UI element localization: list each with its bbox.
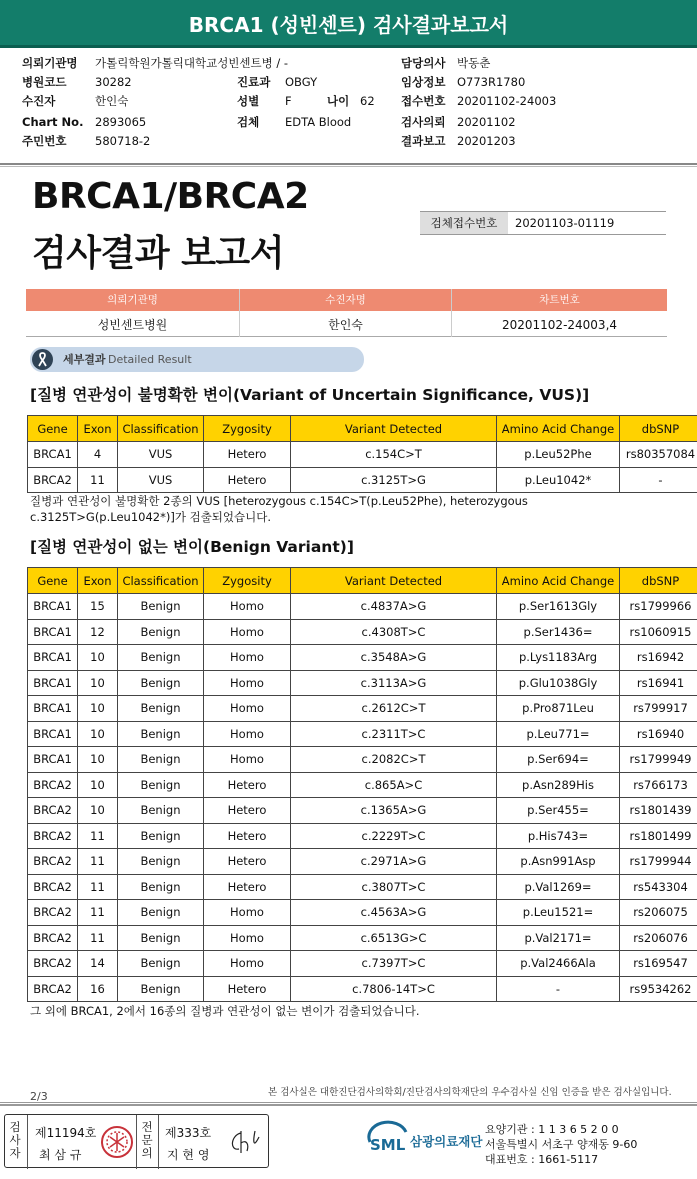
certification-note: 본 검사실은 대한진단검사의학회/진단검사의학재단의 우수검사실 신임 인증을 받은 검사실입니다.	[268, 1087, 672, 1098]
benign-cell: Hetero	[204, 849, 291, 875]
report-banner-title: BRCA1 (성빈센트) 검사결과보고서	[0, 0, 697, 48]
benign-cell: Hetero	[204, 874, 291, 900]
benign-cell: Homo	[204, 721, 291, 747]
benign-cell: BRCA1	[28, 747, 78, 773]
benign-cell: p.Val2171=	[497, 925, 620, 951]
benign-cell: BRCA2	[28, 900, 78, 926]
benign-header-cell: dbSNP	[620, 568, 697, 594]
benign-cell: 10	[78, 721, 118, 747]
benign-cell: BRCA2	[28, 925, 78, 951]
benign-cell: Benign	[118, 900, 204, 926]
vus-cell: Hetero	[204, 467, 291, 493]
benign-row	[28, 645, 697, 671]
benign-cell: Homo	[204, 594, 291, 620]
benign-cell: p.Ser1613Gly	[497, 594, 620, 620]
vus-header-cell: Classification	[118, 416, 204, 442]
benign-cell: p.Ser694=	[497, 747, 620, 773]
vus-header-cell: dbSNP	[620, 416, 697, 442]
benign-cell: -	[497, 976, 620, 1002]
benign-cell: c.4563A>G	[291, 900, 497, 926]
clinical-label: 임상정보	[401, 75, 446, 89]
benign-row	[28, 849, 697, 875]
signer-divider	[27, 1115, 28, 1169]
dept-value: OBGY	[285, 75, 318, 89]
benign-row	[28, 900, 697, 926]
benign-cell: rs1799949	[620, 747, 697, 773]
benign-cell: Benign	[118, 976, 204, 1002]
request-value: 20201102	[457, 115, 516, 129]
receipt-value: 20201102-24003	[457, 94, 557, 108]
benign-cell: p.Glu1038Gly	[497, 670, 620, 696]
benign-cell: BRCA2	[28, 798, 78, 824]
benign-row	[28, 747, 697, 773]
benign-cell: Benign	[118, 874, 204, 900]
benign-header-cell: Zygosity	[204, 568, 291, 594]
signer-divider	[158, 1115, 159, 1169]
vus-cell: 11	[78, 467, 118, 493]
benign-cell: Benign	[118, 798, 204, 824]
benign-cell: rs766173	[620, 772, 697, 798]
vus-header-row	[28, 416, 697, 442]
benign-cell: rs206076	[620, 925, 697, 951]
vus-header-cell: Amino Acid Change	[497, 416, 620, 442]
ribbon-icon	[32, 349, 53, 370]
benign-cell: Benign	[118, 747, 204, 773]
benign-row	[28, 874, 697, 900]
specimen-receipt-value: 20201103-01119	[515, 216, 615, 230]
benign-row	[28, 925, 697, 951]
age-value: 62	[360, 94, 375, 108]
patient-label: 수진자	[22, 94, 56, 108]
signer2-name: 지 현 영	[167, 1148, 210, 1162]
benign-cell: rs16941	[620, 670, 697, 696]
benign-cell: p.Leu771=	[497, 721, 620, 747]
summary-header-chart: 차트번호	[452, 289, 667, 311]
benign-cell: Benign	[118, 849, 204, 875]
bottom-divider	[0, 1102, 697, 1106]
benign-row	[28, 594, 697, 620]
benign-cell: Benign	[118, 670, 204, 696]
benign-cell: Hetero	[204, 798, 291, 824]
benign-header-row	[28, 568, 697, 594]
benign-cell: Homo	[204, 696, 291, 722]
benign-cell: rs16940	[620, 721, 697, 747]
benign-cell: Benign	[118, 619, 204, 645]
benign-cell: c.3113A>G	[291, 670, 497, 696]
benign-cell: Hetero	[204, 823, 291, 849]
benign-row	[28, 696, 697, 722]
benign-cell: c.4308T>C	[291, 619, 497, 645]
benign-cell: 12	[78, 619, 118, 645]
benign-cell: c.2612C>T	[291, 696, 497, 722]
benign-cell: c.2971A>G	[291, 849, 497, 875]
vus-header-cell: Zygosity	[204, 416, 291, 442]
benign-cell: Benign	[118, 594, 204, 620]
signer1-license: 제11194호	[35, 1126, 97, 1140]
benign-cell: p.Val1269=	[497, 874, 620, 900]
benign-cell: BRCA1	[28, 645, 78, 671]
benign-cell: BRCA1	[28, 696, 78, 722]
vus-cell: rs80357084	[620, 442, 697, 468]
benign-cell: Benign	[118, 645, 204, 671]
specimen-receipt-label: 검체접수번호	[420, 212, 508, 234]
signer-divider	[136, 1115, 137, 1169]
benign-cell: p.Ser455=	[497, 798, 620, 824]
vus-row	[28, 467, 697, 493]
signer1-role: 검사자	[9, 1120, 21, 1160]
summary-table	[26, 289, 667, 337]
benign-cell: BRCA2	[28, 976, 78, 1002]
top-divider	[0, 163, 697, 167]
benign-cell: p.Val2466Ala	[497, 951, 620, 977]
benign-cell: 11	[78, 849, 118, 875]
org-contact	[485, 1122, 637, 1167]
vus-table	[27, 415, 697, 493]
detailed-result-bar	[30, 347, 364, 372]
benign-cell: Homo	[204, 747, 291, 773]
benign-row	[28, 772, 697, 798]
sex-value: F	[285, 94, 292, 108]
report-title-line2: 검사결과 보고서	[32, 233, 284, 274]
benign-row	[28, 798, 697, 824]
org-phone: 대표번호 : 1661-5117	[485, 1153, 599, 1166]
benign-row	[28, 976, 697, 1002]
benign-cell: BRCA2	[28, 772, 78, 798]
report-date-label: 결과보고	[401, 134, 446, 148]
signer2-license: 제333호	[165, 1126, 212, 1140]
vus-section-title: [질병 연관성이 불명확한 변이(Variant of Uncertain Significance, VUS)]	[30, 386, 590, 404]
benign-cell: Homo	[204, 925, 291, 951]
benign-cell: p.Asn991Asp	[497, 849, 620, 875]
page-number: 2/3	[30, 1090, 48, 1103]
dept-label: 진료과	[237, 75, 271, 89]
patient-value: 한인숙	[95, 94, 129, 108]
benign-cell: c.2229T>C	[291, 823, 497, 849]
benign-cell: Homo	[204, 670, 291, 696]
summary-value-chart: 20201102-24003,4	[501, 318, 618, 332]
benign-cell: c.2082C>T	[291, 747, 497, 773]
signature-stamp	[100, 1125, 134, 1159]
benign-cell: p.Lys1183Arg	[497, 645, 620, 671]
benign-cell: BRCA1	[28, 619, 78, 645]
report-date-value: 20201203	[457, 134, 516, 148]
benign-cell: 10	[78, 772, 118, 798]
benign-cell: BRCA2	[28, 874, 78, 900]
benign-cell: p.Pro871Leu	[497, 696, 620, 722]
org-address: 서울특별시 서초구 양재동 9-60	[485, 1138, 638, 1151]
benign-note: 그 외에 BRCA1, 2에서 16종의 질병과 연관성이 없는 변이가 검출되었습니다.	[30, 1004, 420, 1018]
report-title-line1: BRCA1/BRCA2	[32, 176, 309, 217]
benign-cell: rs1801499	[620, 823, 697, 849]
benign-cell: 10	[78, 696, 118, 722]
summary-header-patient: 수진자명	[240, 289, 451, 311]
patient-info	[0, 54, 697, 162]
benign-section-title: [질병 연관성이 없는 변이(Benign Variant)]	[30, 538, 354, 556]
vus-cell: c.3125T>G	[291, 467, 497, 493]
benign-cell: BRCA1	[28, 721, 78, 747]
specimen-label: 검체	[237, 115, 260, 129]
vus-header-cell: Variant Detected	[291, 416, 497, 442]
benign-cell: Homo	[204, 900, 291, 926]
receipt-label: 접수번호	[401, 94, 446, 108]
benign-cell: BRCA2	[28, 849, 78, 875]
benign-cell: Hetero	[204, 976, 291, 1002]
benign-cell: c.3807T>C	[291, 874, 497, 900]
benign-cell: Homo	[204, 619, 291, 645]
benign-cell: Homo	[204, 951, 291, 977]
benign-cell: Hetero	[204, 772, 291, 798]
benign-cell: p.His743=	[497, 823, 620, 849]
benign-cell: c.4837A>G	[291, 594, 497, 620]
institution-label: 의뢰기관명	[22, 56, 78, 70]
benign-row	[28, 670, 697, 696]
benign-header-cell: Exon	[78, 568, 118, 594]
benign-cell: rs1799944	[620, 849, 697, 875]
doctor-label: 담당의사	[401, 56, 446, 70]
benign-cell: 10	[78, 798, 118, 824]
benign-header-cell: Amino Acid Change	[497, 568, 620, 594]
benign-cell: rs799917	[620, 696, 697, 722]
hospital-code-label: 병원코드	[22, 75, 67, 89]
benign-cell: p.Leu1521=	[497, 900, 620, 926]
signature-box	[4, 1114, 269, 1168]
benign-cell: 15	[78, 594, 118, 620]
handwritten-signature	[227, 1127, 263, 1157]
benign-cell: 10	[78, 645, 118, 671]
chart-value: 2893065	[95, 115, 147, 129]
id-value: 580718-2	[95, 134, 151, 148]
summary-value-institution: 성빈센트병원	[97, 318, 168, 332]
benign-cell: c.6513G>C	[291, 925, 497, 951]
benign-cell: rs206075	[620, 900, 697, 926]
benign-cell: 11	[78, 900, 118, 926]
signer1-name: 최 삼 규	[39, 1148, 82, 1162]
doctor-value: 박동춘	[457, 56, 491, 70]
vus-cell: BRCA2	[28, 467, 78, 493]
benign-cell: rs1801439	[620, 798, 697, 824]
sex-label: 성별	[237, 94, 260, 108]
benign-cell: rs1060915	[620, 619, 697, 645]
benign-cell: rs169547	[620, 951, 697, 977]
vus-cell: VUS	[118, 467, 204, 493]
chart-label: Chart No.	[22, 115, 84, 129]
specimen-value: EDTA Blood	[285, 115, 352, 129]
vus-header-cell: Exon	[78, 416, 118, 442]
age-label: 나이	[327, 94, 350, 108]
benign-cell: BRCA2	[28, 823, 78, 849]
benign-cell: Benign	[118, 925, 204, 951]
benign-cell: Benign	[118, 696, 204, 722]
benign-cell: 11	[78, 874, 118, 900]
benign-header-cell: Classification	[118, 568, 204, 594]
benign-cell: rs1799966	[620, 594, 697, 620]
vus-row	[28, 442, 697, 468]
institution-value: 가톨릭학원가톨릭대학교성빈센트병 / -	[95, 56, 289, 70]
vus-note: 질병과 연관성이 불명확한 2종의 VUS [heterozygous c.154C>T(p.Leu52Phe), heterozygous c.3125T>G(p.Leu1042*)]가 검출되었습니다.	[30, 494, 528, 524]
hospital-code-value: 30282	[95, 75, 132, 89]
benign-table	[27, 567, 697, 1002]
benign-cell: 11	[78, 823, 118, 849]
benign-cell: c.3548A>G	[291, 645, 497, 671]
benign-cell: 10	[78, 747, 118, 773]
vus-cell: Hetero	[204, 442, 291, 468]
benign-cell: 14	[78, 951, 118, 977]
clinical-value: O773R1780	[457, 75, 526, 89]
benign-cell: rs543304	[620, 874, 697, 900]
detailed-result-label-en: Detailed Result	[108, 353, 192, 366]
vus-cell: VUS	[118, 442, 204, 468]
benign-cell: 11	[78, 925, 118, 951]
detailed-result-label-ko: 세부결과	[63, 353, 106, 366]
vus-cell: BRCA1	[28, 442, 78, 468]
id-label: 주민번호	[22, 134, 67, 148]
benign-cell: Benign	[118, 721, 204, 747]
benign-row	[28, 721, 697, 747]
benign-cell: Homo	[204, 645, 291, 671]
benign-cell: p.Asn289His	[497, 772, 620, 798]
benign-cell: c.1365A>G	[291, 798, 497, 824]
specimen-receipt	[420, 211, 666, 235]
benign-cell: Benign	[118, 772, 204, 798]
benign-cell: Benign	[118, 951, 204, 977]
benign-cell: rs16942	[620, 645, 697, 671]
benign-cell: BRCA1	[28, 594, 78, 620]
vus-cell: 4	[78, 442, 118, 468]
org-code: 요양기관 : 1 1 3 6 5 2 0 0	[485, 1123, 619, 1136]
benign-cell: c.865A>C	[291, 772, 497, 798]
benign-row	[28, 951, 697, 977]
svg-text:SML: SML	[370, 1136, 406, 1154]
sml-logo-icon	[366, 1120, 410, 1156]
benign-cell: BRCA1	[28, 670, 78, 696]
benign-cell: p.Ser1436=	[497, 619, 620, 645]
benign-header-cell: Gene	[28, 568, 78, 594]
vus-header-cell: Gene	[28, 416, 78, 442]
org-name: 삼광의료재단	[410, 1134, 483, 1149]
summary-header-institution: 의뢰기관명	[26, 289, 239, 311]
benign-cell: 10	[78, 670, 118, 696]
vus-cell: -	[620, 467, 697, 493]
benign-cell: BRCA2	[28, 951, 78, 977]
benign-header-cell: Variant Detected	[291, 568, 497, 594]
benign-cell: Benign	[118, 823, 204, 849]
benign-cell: c.7397T>C	[291, 951, 497, 977]
benign-row	[28, 619, 697, 645]
vus-cell: c.154C>T	[291, 442, 497, 468]
summary-value-patient: 한인숙	[328, 318, 363, 332]
vus-cell: p.Leu1042*	[497, 467, 620, 493]
request-label: 검사의뢰	[401, 115, 446, 129]
benign-cell: c.7806-14T>C	[291, 976, 497, 1002]
vus-cell: p.Leu52Phe	[497, 442, 620, 468]
benign-row	[28, 823, 697, 849]
benign-cell: rs9534262	[620, 976, 697, 1002]
signer2-role: 전문의	[141, 1120, 153, 1160]
benign-cell: c.2311T>C	[291, 721, 497, 747]
benign-cell: 16	[78, 976, 118, 1002]
